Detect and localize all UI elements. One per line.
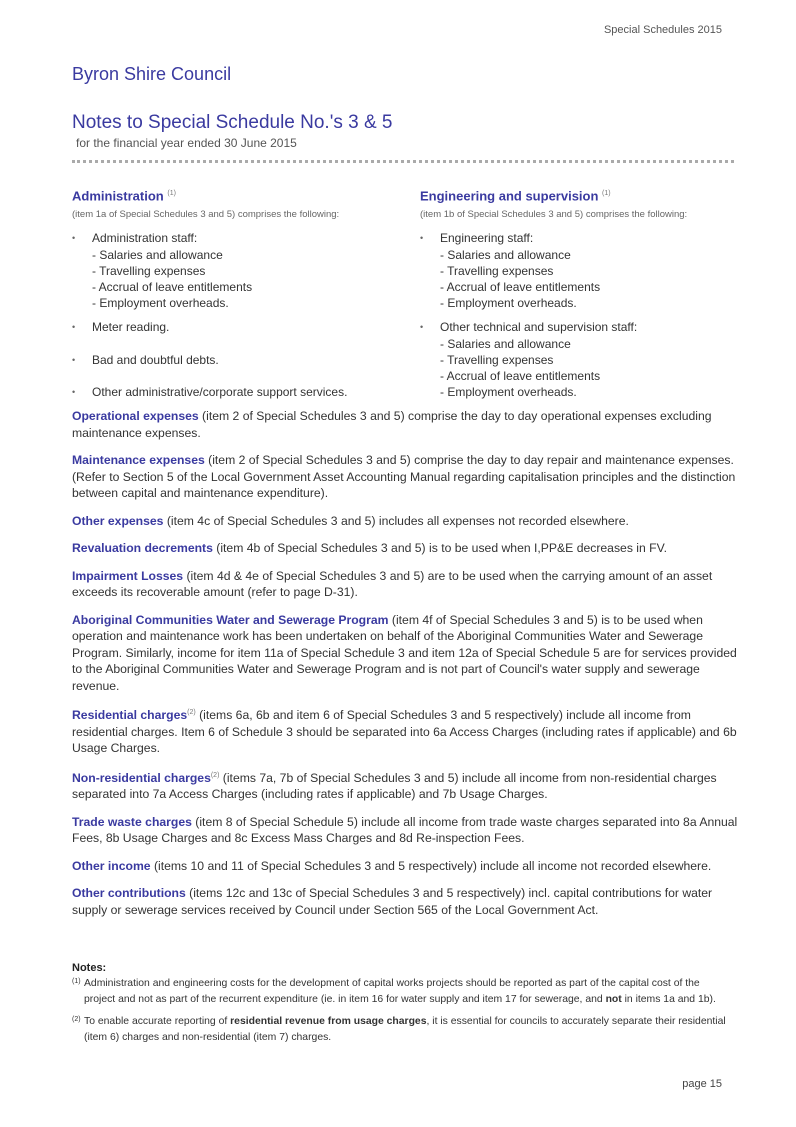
sub-item: - Salaries and allowance (92, 247, 223, 262)
definition-paragraph (72, 408, 738, 441)
engineering-heading-text: Engineering and supervision (420, 188, 599, 204)
definition-term: Other contributions (72, 886, 186, 901)
list-item-label: Meter reading. (92, 320, 170, 335)
definition-paragraph (72, 452, 738, 502)
definition-term: Trade waste charges (72, 814, 192, 829)
engineering-intro: (item 1b of Special Schedules 3 and 5) comprises the following: (420, 209, 688, 221)
definition-term: Operational expenses (72, 409, 199, 423)
footnote-1 (72, 976, 732, 1008)
list-item-label: • Other technical and supervision staff: (440, 320, 638, 335)
list-item (72, 352, 402, 368)
list-item-label: • Engineering staff: (440, 231, 534, 246)
sub-item: - Travelling expenses (440, 352, 554, 367)
definition-text: (items 12c and 13c of Special Schedules 3 and 5 respectively) incl. capital contributions for water supply or sewerage services received by Council under Section 565 of the Local Government Act. (72, 886, 713, 917)
sub-item: - Accrual of leave entitlements (440, 279, 601, 294)
footnote-ref: (2) (210, 771, 220, 779)
list-item (72, 384, 402, 400)
definition-text: (items 7a, 7b of Special Schedules 3 and 5) include all income from non-residential charges separated into 7a Access Charges (including rates if applicable) and 7b Usage Charges. (72, 770, 717, 802)
definition-term: Non-residential charges (72, 770, 211, 785)
footnote-ref: (2) (187, 709, 196, 716)
list-item (72, 230, 402, 311)
definition-text: (item 4c of Special Schedules 3 and 5) includes all expenses not recorded elsewhere. (163, 513, 629, 528)
footnote-text: To enable accurate reporting of (84, 1016, 231, 1027)
administration-list (72, 230, 402, 400)
definition-term: Revaluation decrements (72, 541, 213, 555)
definition-paragraph (72, 540, 738, 557)
list-item (420, 319, 740, 400)
sub-item: - Salaries and allowance (440, 336, 571, 351)
notes-heading: Notes: (72, 962, 107, 974)
sub-item: - Travelling expenses (92, 263, 206, 278)
list-item (72, 319, 402, 335)
administration-heading-text: Administration (72, 188, 164, 204)
definition-text: (item 4b of Special Schedules 3 and 5) is to be used when I,PP&E decreases in FV. (212, 541, 668, 555)
engineering-list (420, 230, 740, 400)
administration-heading (72, 184, 402, 206)
sub-item: - Travelling expenses (440, 263, 554, 278)
definition-paragraph (72, 768, 738, 803)
footnote-text: Administration and engineering costs for the development of capital works projects should be reported as part of the capital cost of the project and not as part of the recurrent expenditure (ie. in item 16 for water supply and item 17 for sewerage, and (84, 978, 700, 1005)
sub-item: - Employment overheads. (440, 385, 577, 400)
footnote-marker: (2) (72, 1016, 81, 1023)
sub-item: - Salaries and allowance (440, 247, 571, 262)
footnote-text: , it is essential for councils to accurately separate their residential (item 6) charges and non-residential (item 7) charges. (84, 1016, 726, 1043)
list-item-label: Bad and doubtful debts. (92, 352, 219, 367)
administration-intro: (item 1a of Special Schedules 3 and 5) comprises the following: (72, 209, 340, 221)
definition-text: (item 4f of Special Schedules 3 and 5) is to be used when operation and maintenance work has been undertaken on behalf of the Aboriginal Communities Water and Sewerage Program. Similarly, income for item 11a of Special Schedule 3 and item 12a of Special Schedule 5 are for services provided to the Aboriginal Communities Water and Sewerage Program and is not part of Council's water supply and sewerage revenue. (72, 612, 737, 693)
definition-term: Other expenses (72, 513, 164, 528)
definition-term: Residential charges (72, 708, 188, 723)
page-number: page 15 (682, 1078, 722, 1090)
engineering-section (420, 184, 740, 400)
council-name: Byron Shire Council (72, 64, 232, 84)
engineering-heading (420, 184, 740, 206)
definition-text: (item 2 of Special Schedules 3 and 5) comprise the day to day operational expenses excluding maintenance expenses. (72, 409, 712, 440)
definition-term: Impairment Losses (72, 568, 184, 583)
definition-paragraph (72, 513, 738, 530)
footnote-emphasis: not (605, 994, 622, 1005)
list-item (420, 230, 740, 311)
definition-term: Aboriginal Communities Water and Sewerage Program (72, 612, 389, 627)
definitions-body (72, 408, 738, 929)
dotted-divider (72, 160, 734, 163)
footnote-text: in items 1a and 1b). (621, 994, 716, 1005)
definition-term: Maintenance expenses (72, 453, 205, 467)
sub-item: - Accrual of leave entitlements (92, 279, 253, 294)
definition-text: (item 8 of Special Schedule 5) include all income from trade waste charges separated into 8a Annual Fees, 8b Usage Charges and 8c Excess Mass Charges and 8d Re-inspection Fees. (72, 814, 738, 846)
footnote-marker: (1) (72, 978, 81, 985)
page-subtitle: for the financial year ended 30 June 2015 (76, 136, 297, 150)
definition-text: (item 2 of Special Schedules 3 and 5) comprise the day to day repair and maintenance expenses. (Refer to Section 5 of the Local Government Asset Accounting Manual regarding capitalisation principles and the distinction between capital and maintenance expenditure). (72, 453, 736, 500)
document-header-title: Special Schedules 2015 (603, 24, 722, 36)
footnote-emphasis: residential revenue from usage charges (230, 1016, 427, 1027)
definition-paragraph (72, 568, 738, 601)
list-item-label: • Administration staff: (92, 231, 198, 246)
list-item-label: Other administrative/corporate support services. (92, 384, 348, 399)
definition-term: Other income (72, 858, 151, 873)
footnote-2 (72, 1014, 732, 1046)
definition-paragraph (72, 885, 738, 918)
definition-paragraph (72, 705, 738, 757)
footnote-ref: (1) (167, 190, 176, 197)
definition-text: (items 6a, 6b and item 6 of Special Schedules 3 and 5 respectively) include all income from residential charges. Item 6 of Schedule 3 should be separated into 6a Access Charges (including rates if applicable) and 6b Usage Charges. (72, 708, 737, 756)
sub-item: - Accrual of leave entitlements (440, 368, 601, 383)
administration-section (72, 184, 402, 400)
definition-paragraph (72, 612, 738, 695)
sub-item: - Employment overheads. (92, 296, 229, 311)
definition-text: (items 10 and 11 of Special Schedules 3 and 5 respectively) include all income not recorded elsewhere. (150, 858, 712, 873)
definition-paragraph (72, 814, 738, 847)
definition-text: (item 4d & 4e of Special Schedules 3 and 5) are to be used when the carrying amount of an asset exceeds its recoverable amount (refer to page D-31). (72, 568, 713, 599)
definition-paragraph (72, 858, 738, 875)
notes-section (72, 960, 732, 1052)
sub-item: - Employment overheads. (440, 296, 577, 311)
page-title: Notes to Special Schedule No.'s 3 & 5 (72, 112, 393, 133)
footnote-ref: (1) (602, 190, 611, 197)
